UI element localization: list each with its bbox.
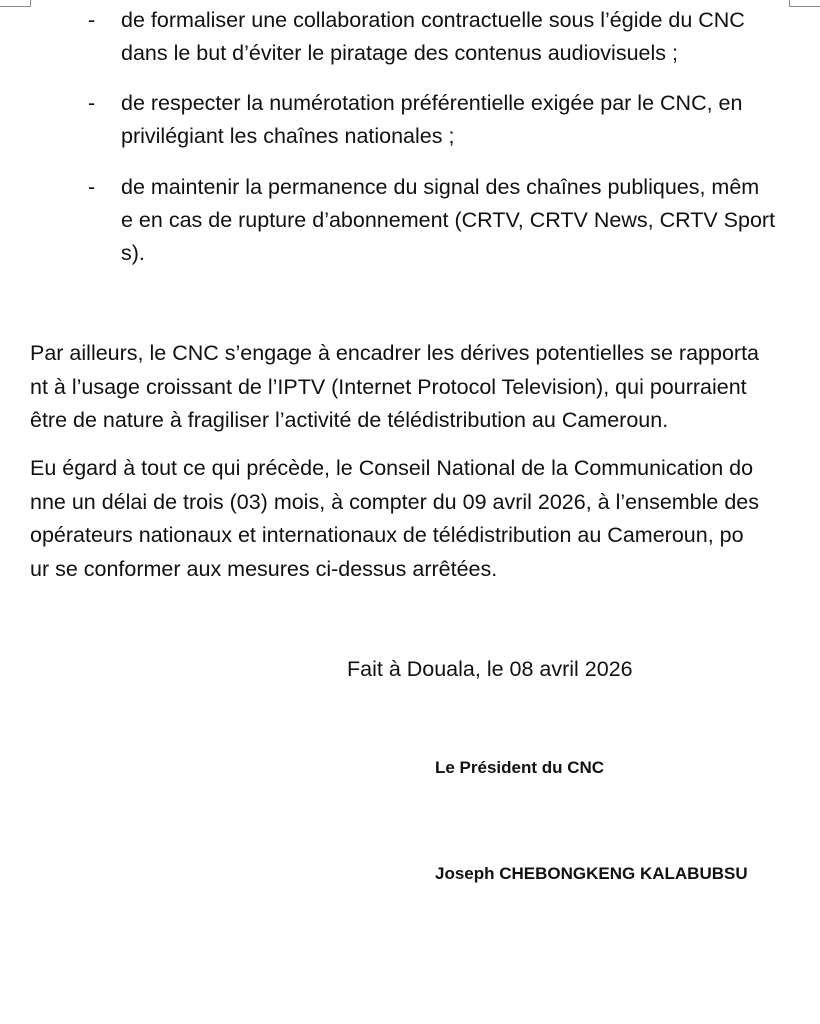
signatory-title: Le Président du CNC	[435, 758, 605, 777]
bullet-dash: -	[88, 175, 96, 199]
place-date: Fait à Douala, le 08 avril 2026	[347, 657, 633, 681]
signatory-name: Joseph CHEBONGKENG KALABUBSU	[435, 864, 748, 883]
paragraph-iptv: Par ailleurs, le CNC s’engage à encadrer les dérives potentielles se rapporta nt à l’usage croissant de l’IPTV (Internet Protocol Television), qui pourraient être de nature à fragiliser l’activité de télédistribution au Cameroun.	[30, 341, 759, 432]
bullet-text: de formaliser une collaboration contractuelle sous l’égide du CNC dans le but d’éviter le piratage des contenus audiovisuels ;	[121, 8, 745, 65]
paragraph-deadline: Eu égard à tout ce qui précède, le Conseil National de la Communication do nne un délai de trois (03) mois, à compter du 09 avril 2026, à l’ensemble des opérateurs nationaux et internationaux de télédistribution au Cameroun, po ur se conformer aux mesures ci-dessus arrêtées.	[30, 456, 760, 581]
page-corner-mark-right	[789, 0, 820, 7]
bullet-dash: -	[88, 8, 96, 32]
page-corner-mark-left	[0, 0, 31, 7]
bullet-text: de respecter la numérotation préférentielle exigée par le CNC, en privilégiant les chaînes nationales ;	[121, 91, 743, 148]
bullet-text: de maintenir la permanence du signal des chaînes publiques, mêm e en cas de rupture d’abonnement (CRTV, CRTV News, CRTV Sport s).	[121, 175, 776, 265]
bullet-dash: -	[88, 91, 96, 115]
